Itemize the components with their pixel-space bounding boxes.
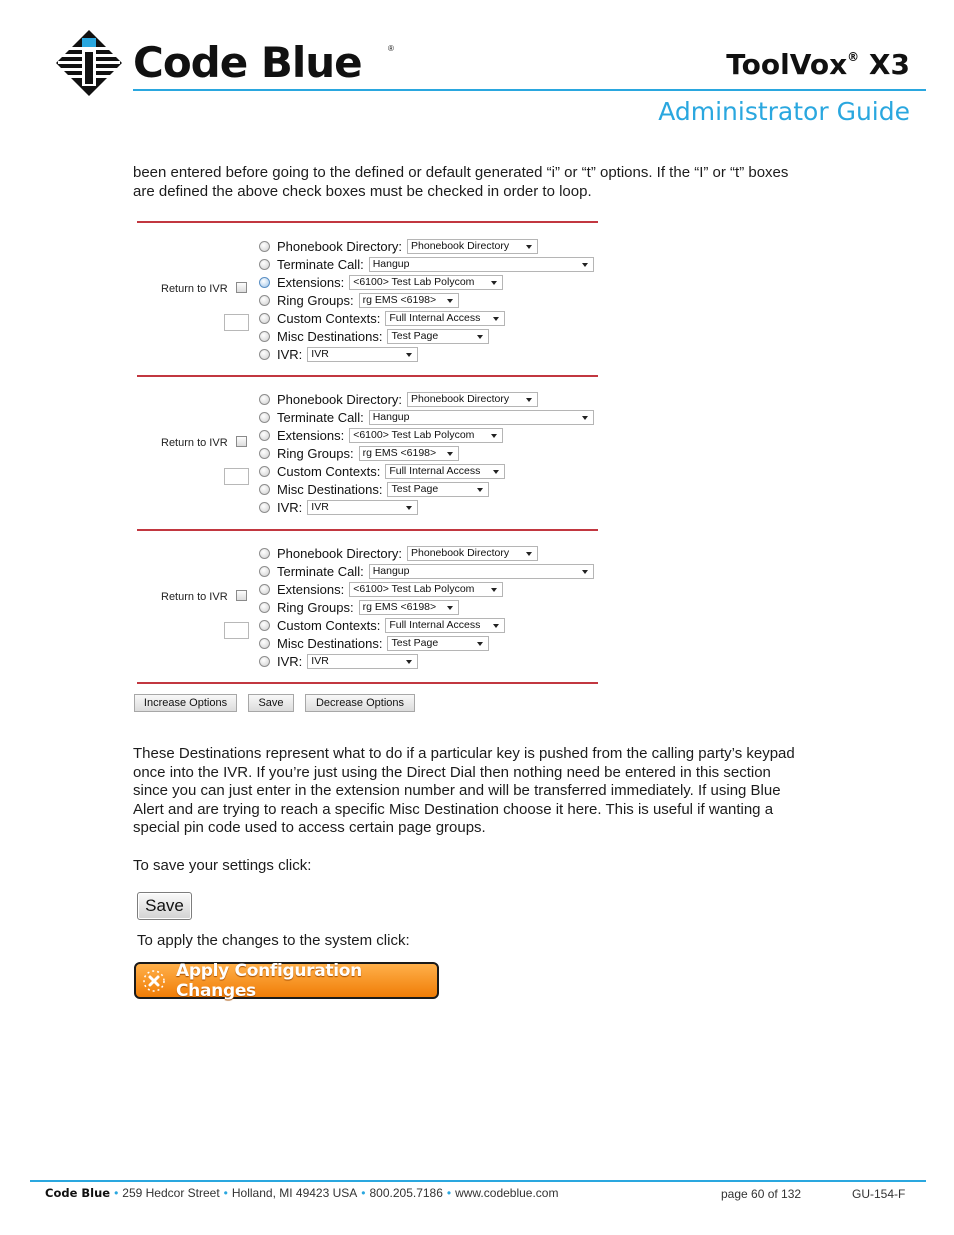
footer-contact: Code Blue • 259 Hedcor Street • Holland, MI 49423 USA • 800.205.7186 • www.codeblue.com	[45, 1186, 559, 1200]
radio-ivr[interactable]	[259, 656, 270, 667]
phonebook-directory-select[interactable]: Phonebook Directory	[407, 546, 538, 561]
radio-custom-contexts[interactable]	[259, 620, 270, 631]
chevron-down-icon	[477, 488, 483, 492]
destinations-paragraph: These Destinations represent what to do if a particular key is pushed from the calling party’s keypad once into the IVR. If you’re just using the Direct Dial then nothing need be entered in this section since you can just enter in the extension number and will be transferred immediately. If using Blue Alert and are trying to reach a specific Misc Destination choose it here. This is useful if wanting a special pin code used to access certain page groups.	[133, 745, 795, 837]
radio-extensions[interactable]	[259, 277, 270, 288]
chevron-down-icon	[582, 416, 588, 420]
return-to-ivr-checkbox[interactable]	[236, 282, 247, 293]
decrease-options-button[interactable]: Decrease Options	[305, 694, 415, 712]
return-to-ivr-checkbox[interactable]	[236, 436, 247, 447]
chevron-down-icon	[526, 398, 532, 402]
document-id: GU-154-F	[852, 1187, 906, 1201]
chevron-down-icon	[582, 570, 588, 574]
radio-custom-contexts[interactable]	[259, 466, 270, 477]
ring-groups-select[interactable]: rg EMS <6198>	[359, 293, 459, 308]
apply-sparkle-icon	[142, 969, 166, 993]
product-name: ToolVox® X3	[726, 48, 910, 81]
radio-terminate-call[interactable]	[259, 566, 270, 577]
radio-phonebook-directory[interactable]	[259, 241, 270, 252]
ivr-select[interactable]: IVR	[307, 347, 418, 362]
custom-contexts-select[interactable]: Full Internal Access	[385, 311, 505, 326]
radio-phonebook-directory[interactable]	[259, 548, 270, 559]
radio-custom-contexts[interactable]	[259, 313, 270, 324]
phonebook-directory-select[interactable]: Phonebook Directory	[407, 239, 538, 254]
custom-contexts-select[interactable]: Full Internal Access	[385, 464, 505, 479]
option-extensions: Extensions: <6100> Test Lab Polycom	[259, 580, 503, 598]
chevron-down-icon	[493, 624, 499, 628]
header-divider	[133, 89, 926, 91]
radio-extensions[interactable]	[259, 584, 270, 595]
option-ivr: IVR: IVR	[259, 345, 418, 363]
ivr-destination-block	[137, 536, 598, 689]
save-settings-button[interactable]: Save	[137, 892, 192, 920]
phonebook-directory-select[interactable]: Phonebook Directory	[407, 392, 538, 407]
extensions-select[interactable]: <6100> Test Lab Polycom	[349, 428, 503, 443]
chevron-down-icon	[406, 660, 412, 664]
chevron-down-icon	[447, 299, 453, 303]
footer-divider	[30, 1180, 926, 1182]
page-number: page 60 of 132	[721, 1187, 802, 1201]
extensions-select[interactable]: <6100> Test Lab Polycom	[349, 275, 503, 290]
chevron-down-icon	[477, 642, 483, 646]
brand-registered-mark: ®	[388, 44, 394, 53]
chevron-down-icon	[491, 281, 497, 285]
chevron-down-icon	[491, 434, 497, 438]
return-to-ivr-checkbox[interactable]	[236, 590, 247, 601]
footer-city: Holland, MI 49423 USA	[231, 1186, 358, 1200]
chevron-down-icon	[582, 263, 588, 267]
footer-brand: Code Blue	[45, 1186, 111, 1200]
option-custom-contexts: Custom Contexts: Full Internal Access	[259, 616, 505, 634]
option-phonebook-directory: Phonebook Directory: Phonebook Directory	[259, 390, 538, 408]
key-input[interactable]	[224, 314, 249, 331]
chevron-down-icon	[491, 588, 497, 592]
option-phonebook-directory: Phonebook Directory: Phonebook Directory	[259, 237, 538, 255]
terminate-call-select[interactable]: Hangup	[369, 257, 594, 272]
apply-button-label: Apply Configuration Changes	[176, 960, 362, 1001]
apply-configuration-changes-button[interactable]	[134, 962, 439, 999]
radio-ring-groups[interactable]	[259, 602, 270, 613]
option-misc-destinations: Misc Destinations: Test Page	[259, 634, 489, 652]
option-ivr: IVR: IVR	[259, 652, 418, 670]
option-ring-groups: Ring Groups: rg EMS <6198>	[259, 598, 459, 616]
footer-address: 259 Hedcor Street	[122, 1186, 220, 1200]
increase-options-button[interactable]: Increase Options	[134, 694, 237, 712]
footer-website[interactable]: www.codeblue.com	[455, 1186, 559, 1200]
radio-ring-groups[interactable]	[259, 295, 270, 306]
option-terminate-call: Terminate Call: Hangup	[259, 255, 594, 273]
chevron-down-icon	[526, 245, 532, 249]
chevron-down-icon	[447, 606, 453, 610]
misc-destinations-select[interactable]: Test Page	[387, 482, 489, 497]
chevron-down-icon	[526, 552, 532, 556]
option-misc-destinations: Misc Destinations: Test Page	[259, 327, 489, 345]
return-to-ivr-label: Return to IVR	[161, 437, 228, 449]
ring-groups-select[interactable]: rg EMS <6198>	[359, 600, 459, 615]
option-custom-contexts: Custom Contexts: Full Internal Access	[259, 462, 505, 480]
misc-destinations-select[interactable]: Test Page	[387, 636, 489, 651]
save-button[interactable]: Save	[248, 694, 294, 712]
guide-subtitle: Administrator Guide	[658, 97, 910, 126]
chevron-down-icon	[447, 452, 453, 456]
ivr-destination-block	[137, 382, 598, 535]
return-to-ivr-label: Return to IVR	[161, 283, 228, 295]
radio-misc-destinations[interactable]	[259, 331, 270, 342]
block-divider	[137, 221, 598, 223]
terminate-call-select[interactable]: Hangup	[369, 410, 594, 425]
chevron-down-icon	[493, 470, 499, 474]
misc-destinations-select[interactable]: Test Page	[387, 329, 489, 344]
option-terminate-call: Terminate Call: Hangup	[259, 562, 594, 580]
option-extensions: Extensions: <6100> Test Lab Polycom	[259, 273, 503, 291]
apply-instruction: To apply the changes to the system click:	[137, 932, 410, 949]
option-phonebook-directory: Phonebook Directory: Phonebook Directory	[259, 544, 538, 562]
extensions-select[interactable]: <6100> Test Lab Polycom	[349, 582, 503, 597]
key-input[interactable]	[224, 468, 249, 485]
product-registered-mark: ®	[847, 50, 860, 64]
radio-misc-destinations[interactable]	[259, 638, 270, 649]
ivr-destination-block	[137, 228, 598, 381]
option-ring-groups: Ring Groups: rg EMS <6198>	[259, 444, 459, 462]
chevron-down-icon	[477, 335, 483, 339]
custom-contexts-select[interactable]: Full Internal Access	[385, 618, 505, 633]
save-instruction: To save your settings click:	[133, 857, 312, 874]
option-terminate-call: Terminate Call: Hangup	[259, 408, 594, 426]
terminate-call-select[interactable]: Hangup	[369, 564, 594, 579]
ivr-select[interactable]: IVR	[307, 500, 418, 515]
option-custom-contexts: Custom Contexts: Full Internal Access	[259, 309, 505, 327]
option-misc-destinations: Misc Destinations: Test Page	[259, 480, 489, 498]
footer-phone: 800.205.7186	[369, 1186, 443, 1200]
option-ivr: IVR: IVR	[259, 498, 418, 516]
radio-ivr[interactable]	[259, 502, 270, 513]
ivr-select[interactable]: IVR	[307, 654, 418, 669]
chevron-down-icon	[493, 317, 499, 321]
code-blue-logo-icon	[56, 30, 122, 96]
chevron-down-icon	[406, 506, 412, 510]
radio-terminate-call[interactable]	[259, 259, 270, 270]
ring-groups-select[interactable]: rg EMS <6198>	[359, 446, 459, 461]
radio-ring-groups[interactable]	[259, 448, 270, 459]
brand-name: Code Blue	[133, 38, 362, 87]
key-input[interactable]	[224, 622, 249, 639]
option-ring-groups: Ring Groups: rg EMS <6198>	[259, 291, 459, 309]
radio-ivr[interactable]	[259, 349, 270, 360]
intro-paragraph: been entered before going to the defined or default generated “i” or “t” options. If the “I” or “t” boxes are defined the above check boxes must be checked in order to loop.	[133, 164, 789, 200]
return-to-ivr-label: Return to IVR	[161, 591, 228, 603]
option-extensions: Extensions: <6100> Test Lab Polycom	[259, 426, 503, 444]
radio-terminate-call[interactable]	[259, 412, 270, 423]
radio-extensions[interactable]	[259, 430, 270, 441]
radio-phonebook-directory[interactable]	[259, 394, 270, 405]
chevron-down-icon	[406, 353, 412, 357]
radio-misc-destinations[interactable]	[259, 484, 270, 495]
